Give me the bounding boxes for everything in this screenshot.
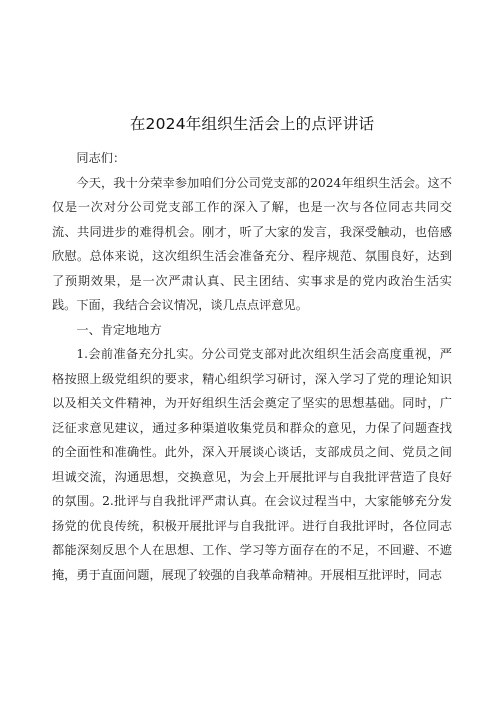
intro-paragraph: 今天，我十分荣幸参加咱们分公司党支部的2024年组织生活会。这不仅是一次对分公司党支部工作的深入了解，也是一次与各位同志共同交流、共同进步的难得机会。刚才，听了大家的发言，我深受触动，也倍感欣慰。总体来说，这次组织生活会准备充分、程序规范、氛围良好，达到了预期效果，是一次严肃认真、民主团结、实事求是的党内政治生活实践。下面，我结合会议情况，谈几点点评意见。 — [52, 175, 452, 312]
section-heading: 一、肯定地地方 — [76, 322, 162, 337]
salutation: 同志们： — [76, 151, 126, 165]
section-body-paragraph: 1.会前准备充分扎实。分公司党支部对此次组织生活会高度重视，严格按照上级党组织的要求，精心组织学习研讨，深入学习了党的理论知识以及相关文件精神，为开好组织生活会奠定了坚实的思想基础。同时，广泛征求意见建议，通过多种渠道收集党员和群众的意见，力保了问题查找的全面性和准确性。此外，深入开展谈心谈话，支部成员之间、党员之间坦诚交流，沟通思想，交换意见，为会上开展批评与自我批评营造了良好的氛围。2.批评与自我批评严肃认真。在会议过程当中，大家能够充分发扬党的优良传统，积极开展批评与自我批评。进行自我批评时，各位同志都能深刻反思个人在思想、工作、学习等方面存在的不足，不回避、不遮掩，勇于直面问题，展现了较强的自我革命精神。开展相互批评时，同志 — [52, 347, 452, 582]
document-title: 在2024年组织生活会上的点评讲话 — [129, 115, 375, 133]
